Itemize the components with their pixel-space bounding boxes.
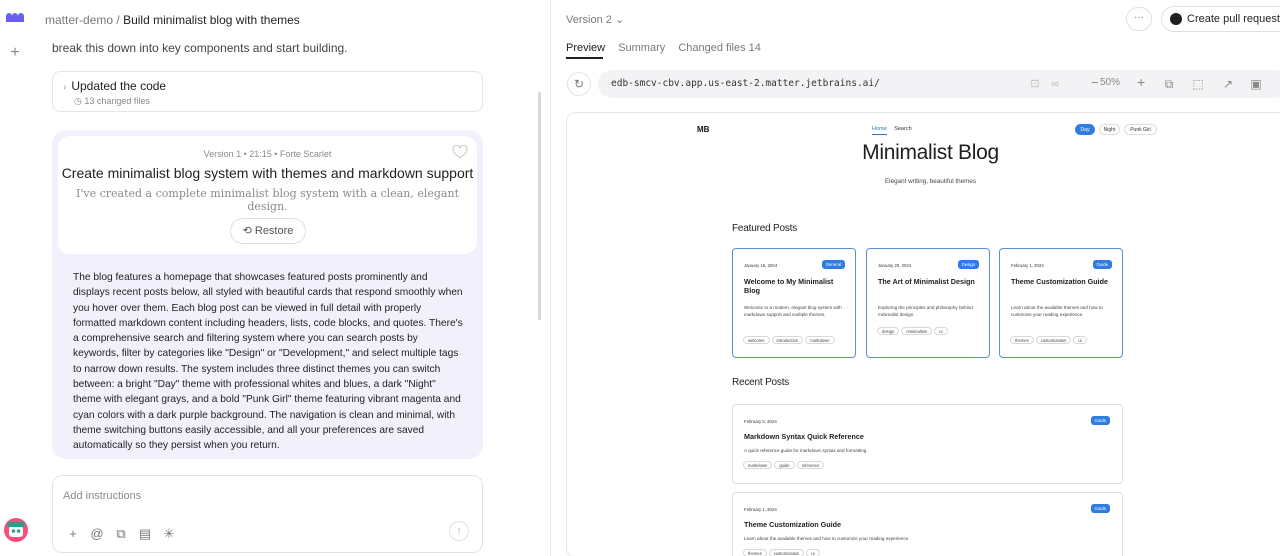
url-text[interactable]: edb-smcv-cbv.app.us-east-2.matter.jetbrains.ai/ (611, 78, 880, 89)
tag[interactable]: design (877, 327, 899, 335)
post-excerpt: Welcome to a modern, elegant blog system with markdown support and multiple themes. (744, 305, 842, 317)
post-date: February 1, 2024 (1011, 263, 1044, 268)
github-icon (1170, 13, 1182, 25)
nav-home[interactable]: Home (872, 126, 887, 135)
post-title[interactable]: Theme Customization Guide (1011, 277, 1109, 286)
featured-card[interactable] (866, 248, 990, 358)
post-excerpt: Learn about the available themes and how to customize your reading experience. (744, 536, 910, 541)
category-badge: Design (958, 260, 979, 269)
tab-changed-files[interactable]: Changed files 14 (678, 42, 761, 54)
chevron-right-icon: › (63, 82, 67, 93)
site-nav (872, 126, 912, 132)
chat-panel (30, 0, 550, 556)
post-title[interactable]: Welcome to My Minimalist Blog (744, 277, 834, 295)
recent-card[interactable] (732, 492, 1123, 556)
add-attachment-icon[interactable]: + (69, 526, 77, 541)
version-summary-card (58, 136, 477, 254)
tag[interactable]: minimalism (901, 327, 932, 335)
theme-day-button[interactable]: Day (1075, 124, 1095, 135)
tag[interactable]: themes (743, 549, 767, 556)
select-element-icon[interactable]: ⬚ (1192, 77, 1204, 91)
tab-summary[interactable]: Summary (618, 42, 666, 54)
chat-scrollbar[interactable] (538, 92, 541, 320)
address-bar[interactable] (598, 70, 1280, 98)
instruction-composer[interactable] (52, 475, 483, 553)
version-title: Create minimalist blog system with themes and markdown support (61, 165, 474, 181)
version-meta: Version 1 • 21:15 • Forte Scarlet (203, 149, 332, 159)
post-date: January 20, 2024 (878, 263, 912, 268)
code-update-title: › Updated the code (63, 79, 167, 93)
post-excerpt: Learn about the available themes and how to customize your reading experience. (1011, 305, 1103, 317)
tag[interactable]: reference (797, 461, 825, 469)
tag[interactable]: markdown (805, 336, 834, 344)
breadcrumb-separator: / (116, 13, 120, 27)
theme-night-button[interactable]: Night (1099, 124, 1120, 135)
robot-avatar-icon[interactable] (4, 518, 28, 542)
tag[interactable]: ui (806, 549, 819, 556)
tag[interactable]: customization (769, 549, 805, 556)
tab-preview[interactable]: Preview (566, 42, 606, 54)
category-badge: Guide (1093, 260, 1112, 269)
tag[interactable]: ui (934, 327, 947, 335)
book-icon[interactable]: ▤ (138, 526, 152, 541)
devices-icon[interactable]: ⧉ (1164, 77, 1174, 91)
post-date: January 15, 2024 (744, 263, 778, 268)
code-update-card[interactable] (52, 71, 483, 112)
preview-panel (551, 0, 1280, 556)
tag[interactable]: customization (1036, 336, 1072, 344)
preview-tabs (566, 42, 771, 54)
sparkle-icon[interactable]: ✳ (163, 526, 175, 541)
restore-button[interactable]: ⟲ Restore (230, 218, 306, 244)
create-pull-request-button[interactable]: Create pull request (1161, 6, 1280, 32)
version-subtitle: I've created a complete minimalist blog system with a clean, elegant design. (76, 187, 459, 213)
tag-row (743, 549, 822, 556)
tag-row (743, 336, 837, 354)
nav-search[interactable]: Search (894, 126, 912, 132)
changed-files-count: ◷ 13 changed files (74, 96, 150, 106)
tag[interactable]: welcome (743, 336, 770, 344)
category-badge: General (822, 260, 845, 269)
matter-logo-icon[interactable] (6, 10, 24, 22)
tag[interactable]: introduction (772, 336, 804, 344)
featured-heading: Featured Posts (732, 223, 798, 234)
post-date: February 1, 2024 (744, 507, 777, 512)
recent-card[interactable] (732, 404, 1123, 484)
send-arrow-icon[interactable]: ↑ (449, 521, 469, 541)
post-title[interactable]: Markdown Syntax Quick Reference (744, 432, 864, 441)
post-date: February 5, 2024 (744, 419, 777, 424)
zoom-level: 50% (1100, 77, 1121, 88)
figma-icon[interactable]: ⧉ (116, 526, 126, 541)
active-tab-underline (566, 57, 603, 59)
zoom-out-icon[interactable]: − (1091, 75, 1099, 90)
tag[interactable]: markdown (743, 461, 772, 469)
post-title[interactable]: The Art of Minimalist Design (878, 277, 975, 286)
hero-subtitle: Elegant writing, beautiful themes (884, 178, 976, 185)
link-icon[interactable]: ∞ (1051, 78, 1059, 90)
breadcrumb (45, 13, 300, 27)
category-badge: Guide (1091, 416, 1110, 425)
recent-heading: Recent Posts (732, 377, 790, 388)
breadcrumb-task: Build minimalist blog with themes (123, 13, 300, 27)
zoom-in-icon[interactable]: + (1137, 74, 1146, 90)
message-body: The blog features a homepage that showcases featured posts prominently and displays recent posts below, all styled with beautiful cards that respond smoothly when you hover over them. Each blog post can be viewed in full detail with properly formatted markdown content including headers, lists, code blocks, and quotes. There's a comprehensive search and filtering system where you can search posts by keywords, filter by categories like "Design" or "Development," and select multiple tags to narrow down results. The system includes three distinct themes you can switch between: a bright "Day" theme with professional whites and blues, a dark "Night" theme with elegant grays, and a bold "Punk Girl" theme featuring vibrant magenta and cyan colors with a dark purple background. The navigation is clean and minimal, with theme switching buttons easily accessible, and all your preferences are saved automatically so they persist when you return. (73, 272, 463, 452)
left-rail (0, 0, 30, 556)
post-excerpt: A quick reference guide for markdown syntax and formatting. (744, 448, 868, 453)
post-title[interactable]: Theme Customization Guide (744, 520, 842, 529)
hero-title: Minimalist Blog (862, 141, 999, 164)
site-preview-frame[interactable] (566, 112, 1280, 556)
screenshot-icon[interactable]: ⊡ (1030, 78, 1040, 90)
restore-icon: ⟲ (242, 225, 252, 237)
open-external-icon[interactable]: ↗ (1222, 77, 1234, 91)
new-task-plus-icon[interactable]: + (10, 44, 20, 61)
breadcrumb-project[interactable]: matter-demo (45, 13, 114, 27)
category-badge: Guide (1091, 504, 1110, 513)
post-excerpt: Exploring the principles and philosophy behind minimalist design. (878, 305, 973, 317)
featured-card[interactable] (732, 248, 856, 358)
reload-icon[interactable]: ↻ (567, 72, 591, 96)
tag[interactable]: themes (1010, 336, 1034, 344)
theme-punk-button[interactable]: Punk Girl (1124, 124, 1157, 135)
tag-row (743, 461, 826, 479)
version-dropdown[interactable]: Version 2 ⌄ (566, 14, 625, 26)
heart-icon[interactable] (452, 145, 468, 159)
chevron-down-icon: ⌄ (614, 14, 625, 26)
tag-row (1010, 336, 1089, 354)
featured-card[interactable] (999, 248, 1123, 358)
site-logo[interactable]: MB (697, 125, 710, 134)
terminal-icon[interactable]: ▣ (1250, 77, 1262, 91)
composer-placeholder[interactable]: Add instructions (63, 490, 142, 502)
tag-row (877, 327, 950, 345)
tag[interactable]: guide (774, 461, 794, 469)
more-options-button[interactable]: ··· (1126, 7, 1152, 31)
previous-message-tail: break this down into key components and start building. (52, 41, 348, 55)
assistant-message (52, 130, 483, 459)
mention-icon[interactable]: @ (90, 526, 104, 541)
tag[interactable]: ui (1073, 336, 1086, 344)
